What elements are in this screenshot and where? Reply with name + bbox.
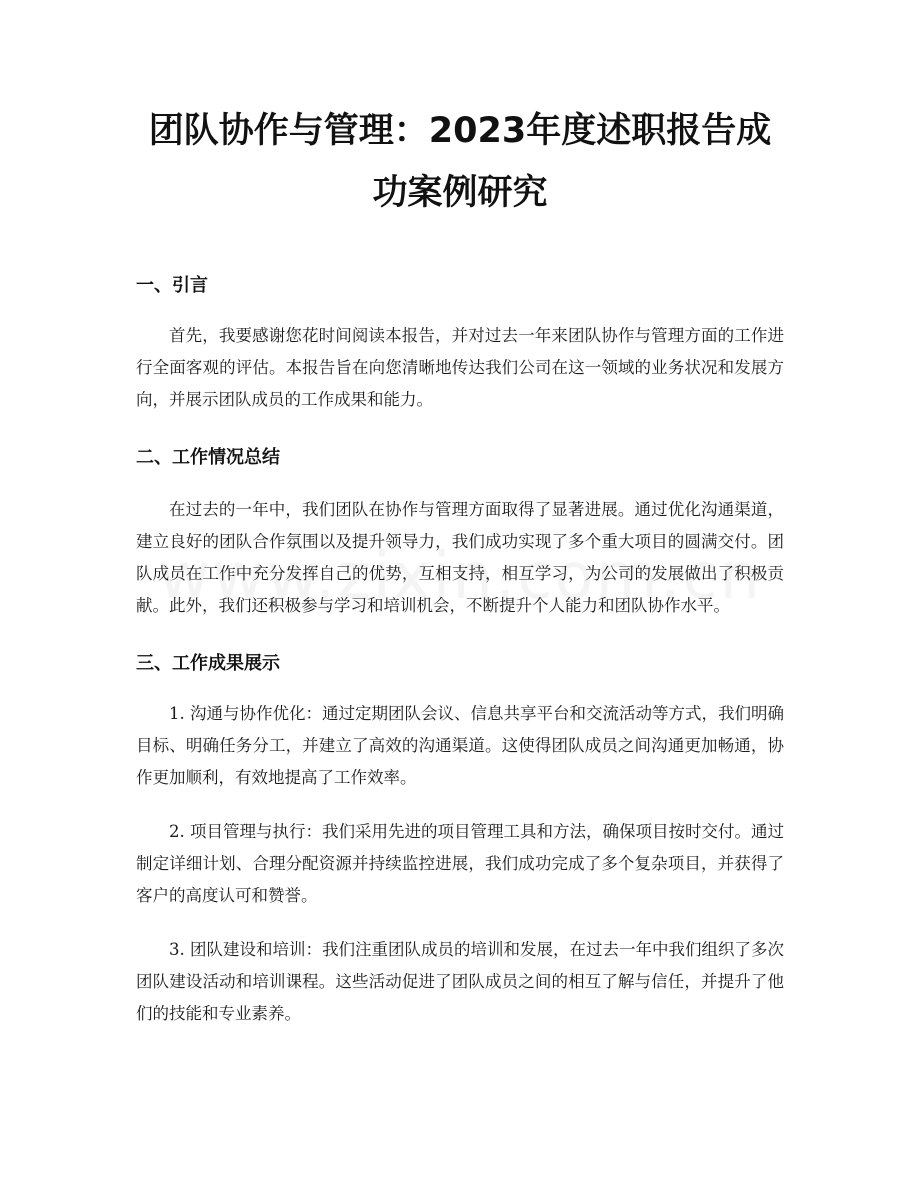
results-item-team-building: 3. 团队建设和培训：我们注重团队成员的培训和发展，在过去一年中我们组织了多次团队建设活动和培训课程。这些活动促进了团队成员之间的相互了解与信任，并提升了他们的技能和专业素养。: [136, 940, 784, 1023]
results-item-communication: 1. 沟通与协作优化：通过定期团队会议、信息共享平台和交流活动等方式，我们明确目标、明确任务分工，并建立了高效的沟通渠道。这使得团队成员之间沟通更加畅通，协作更加顺利，有效地提高了工作效率。: [136, 704, 784, 787]
intro-paragraph: 首先，我要感谢您花时间阅读本报告，并对过去一年来团队协作与管理方面的工作进行全面客观的评估。本报告旨在向您清晰地传达我们公司在这一领域的业务状况和发展方向，并展示团队成员的工作成果和能力。: [136, 326, 784, 409]
results-item-project-management: 2. 项目管理与执行：我们采用先进的项目管理工具和方法，确保项目按时交付。通过制定详细计划、合理分配资源并持续监控进展，我们成功完成了多个复杂项目，并获得了客户的高度认可和赞誉。: [136, 822, 784, 905]
section-heading-summary: 二、工作情况总结: [136, 447, 280, 468]
summary-paragraph: 在过去的一年中，我们团队在协作与管理方面取得了显著进展。通过优化沟通渠道，建立良好的团队合作氛围以及提升领导力，我们成功实现了多个重大项目的圆满交付。团队成员在工作中充分发挥自己的优势，互相支持，相互学习，为公司的发展做出了积极贡献。此外，我们还积极参与学习和培训机会，不断提升个人能力和团队协作水平。: [136, 500, 784, 615]
document-content: [0, 100, 920, 1030]
document-title: 团队协作与管理：2023年度述职报告成功案例研究: [148, 111, 772, 213]
section-heading-results: 三、工作成果展示: [136, 653, 280, 674]
section-heading-intro: 一、引言: [136, 275, 208, 296]
